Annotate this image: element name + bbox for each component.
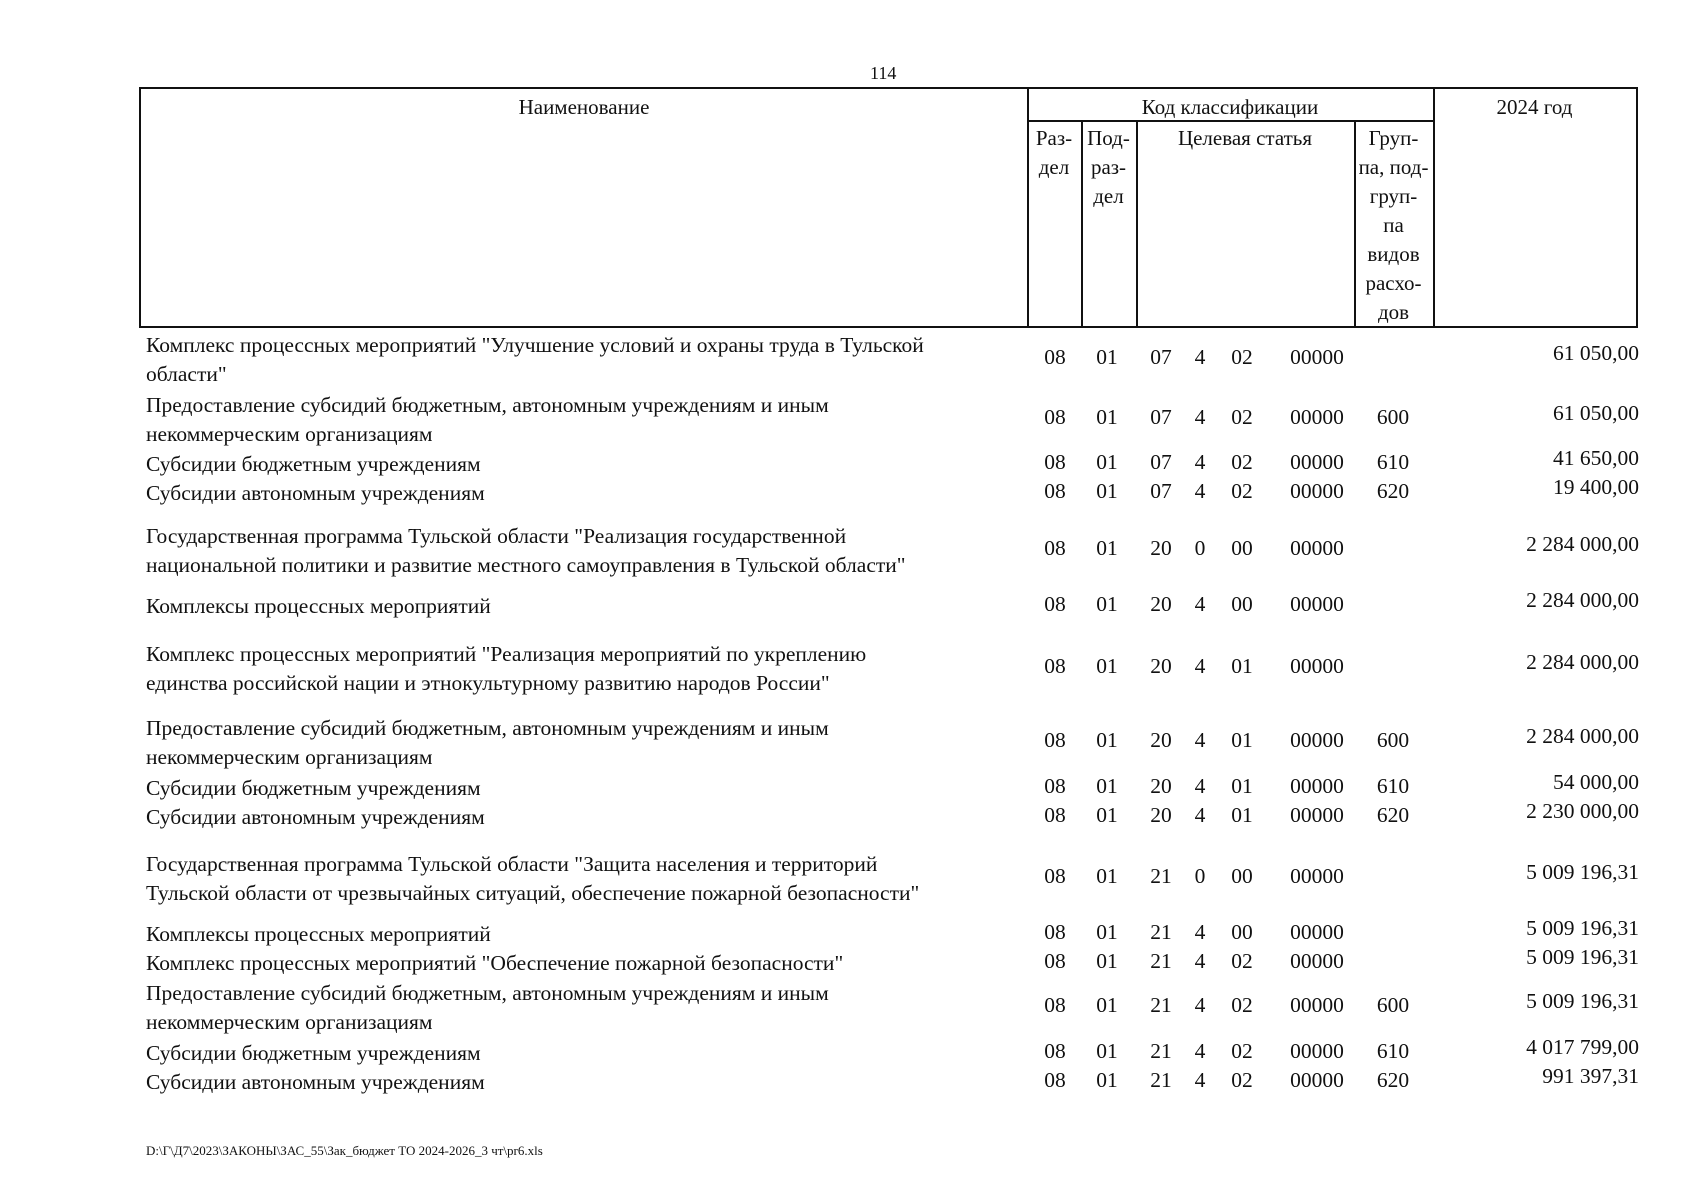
code-podrazdel: 01	[1096, 949, 1118, 973]
row-name-line: Предоставление субсидий бюджетным, автономным учреждениям и иным	[146, 716, 829, 740]
code-t3: 02	[1231, 345, 1253, 369]
code-t1: 20	[1150, 536, 1172, 560]
code-podrazdel: 01	[1096, 803, 1118, 827]
code-group: 620	[1376, 1068, 1410, 1092]
code-t3: 00	[1231, 536, 1253, 560]
row-name-line: Тульской области от чрезвычайных ситуаций, обеспечение пожарной безопасности"	[146, 881, 920, 905]
code-t4: 00000	[1290, 993, 1344, 1017]
code-podrazdel: 01	[1096, 993, 1118, 1017]
row-name-line: некоммерческим организациям	[146, 422, 433, 446]
header-podrazdel-line: дел	[1093, 184, 1124, 208]
row-name-line: Комплексы процессных мероприятий	[146, 922, 491, 946]
code-t1: 07	[1150, 450, 1172, 474]
code-t3: 02	[1231, 450, 1253, 474]
code-t2: 4	[1194, 993, 1206, 1017]
code-t4: 00000	[1290, 479, 1344, 503]
code-t4: 00000	[1290, 536, 1344, 560]
code-t3: 02	[1231, 949, 1253, 973]
row-name	[146, 714, 1026, 772]
header-razdel-line: Раз-	[1035, 126, 1073, 150]
row-name-line: области"	[146, 362, 227, 386]
row-name-line: Субсидии автономным учреждениям	[146, 1070, 485, 1094]
row-name	[146, 592, 1026, 621]
row-name	[146, 450, 1026, 479]
row-name	[146, 1039, 1026, 1068]
code-podrazdel: 01	[1096, 1068, 1118, 1092]
code-t2: 0	[1194, 864, 1206, 888]
header-group-line: видов	[1367, 242, 1420, 266]
code-t4: 00000	[1290, 405, 1344, 429]
code-podrazdel: 01	[1096, 654, 1118, 678]
amount: 2 284 000,00	[1526, 724, 1639, 748]
code-razdel: 08	[1044, 728, 1066, 752]
code-t4: 00000	[1290, 728, 1344, 752]
code-t3: 00	[1231, 592, 1253, 616]
code-razdel: 08	[1044, 536, 1066, 560]
header-target: Целевая статья	[1177, 126, 1313, 150]
code-razdel: 08	[1044, 592, 1066, 616]
code-t4: 00000	[1290, 345, 1344, 369]
code-podrazdel: 01	[1096, 728, 1118, 752]
code-t2: 4	[1194, 479, 1206, 503]
code-t1: 21	[1150, 1039, 1172, 1063]
header-razdel	[1027, 124, 1081, 182]
code-t2: 0	[1194, 536, 1206, 560]
table-row	[0, 799, 1697, 832]
code-podrazdel: 01	[1096, 774, 1118, 798]
code-t1: 20	[1150, 774, 1172, 798]
amount: 2 284 000,00	[1526, 650, 1639, 674]
amount: 61 050,00	[1553, 401, 1639, 425]
row-name-line: Комплексы процессных мероприятий	[146, 594, 491, 618]
code-t1: 21	[1150, 1068, 1172, 1092]
header-year: 2024 год	[1496, 95, 1573, 119]
code-t1: 20	[1150, 592, 1172, 616]
code-t3: 00	[1231, 920, 1253, 944]
amount: 19 400,00	[1553, 475, 1639, 499]
code-t2: 4	[1194, 774, 1206, 798]
code-podrazdel: 01	[1096, 1039, 1118, 1063]
code-t2: 4	[1194, 949, 1206, 973]
row-name-line: Государственная программа Тульской области "Реализация государственной	[146, 524, 847, 548]
code-t4: 00000	[1290, 1039, 1344, 1063]
row-name	[146, 850, 1026, 908]
amount: 5 009 196,31	[1526, 916, 1639, 940]
table-row	[0, 522, 1697, 580]
code-t2: 4	[1194, 728, 1206, 752]
table-header	[139, 87, 1638, 328]
code-t3: 01	[1231, 728, 1253, 752]
code-t1: 21	[1150, 920, 1172, 944]
code-t4: 00000	[1290, 592, 1344, 616]
code-t4: 00000	[1290, 774, 1344, 798]
amount: 5 009 196,31	[1526, 860, 1639, 884]
header-group-line: расхо-	[1365, 271, 1422, 295]
row-name-line: некоммерческим организациям	[146, 1010, 433, 1034]
code-t4: 00000	[1290, 803, 1344, 827]
amount: 2 284 000,00	[1526, 588, 1639, 612]
code-t1: 20	[1150, 803, 1172, 827]
code-t3: 00	[1231, 864, 1253, 888]
code-podrazdel: 01	[1096, 920, 1118, 944]
code-t2: 4	[1194, 1068, 1206, 1092]
code-razdel: 08	[1044, 405, 1066, 429]
code-group: 610	[1376, 1039, 1410, 1063]
code-t1: 20	[1150, 728, 1172, 752]
code-razdel: 08	[1044, 1068, 1066, 1092]
amount: 41 650,00	[1553, 446, 1639, 470]
code-razdel: 08	[1044, 654, 1066, 678]
code-razdel: 08	[1044, 949, 1066, 973]
code-podrazdel: 01	[1096, 536, 1118, 560]
code-podrazdel: 01	[1096, 592, 1118, 616]
code-t1: 07	[1150, 405, 1172, 429]
header-podrazdel-line: раз-	[1090, 155, 1127, 179]
code-t3: 02	[1231, 1068, 1253, 1092]
table-row	[0, 640, 1697, 698]
table-row	[0, 770, 1697, 803]
code-group: 610	[1376, 774, 1410, 798]
code-t4: 00000	[1290, 949, 1344, 973]
code-t1: 21	[1150, 993, 1172, 1017]
header-group-line: Груп-	[1368, 126, 1419, 150]
row-name-line: Субсидии бюджетным учреждениям	[146, 776, 481, 800]
code-t2: 4	[1194, 1039, 1206, 1063]
code-t2: 4	[1194, 450, 1206, 474]
code-t3: 01	[1231, 654, 1253, 678]
code-razdel: 08	[1044, 774, 1066, 798]
amount: 5 009 196,31	[1526, 989, 1639, 1013]
code-podrazdel: 01	[1096, 345, 1118, 369]
header-group-line: груп-	[1369, 184, 1418, 208]
header-podrazdel	[1081, 124, 1136, 211]
table-row	[0, 331, 1697, 389]
amount: 991 397,31	[1542, 1064, 1639, 1088]
header-group-line: дов	[1377, 300, 1410, 324]
row-name-line: некоммерческим организациям	[146, 745, 433, 769]
code-t2: 4	[1194, 405, 1206, 429]
row-name	[146, 979, 1026, 1037]
row-name	[146, 640, 1026, 698]
table-row	[0, 916, 1697, 949]
row-name-line: Государственная программа Тульской области "Защита населения и территорий	[146, 852, 878, 876]
row-name	[146, 920, 1026, 949]
amount: 61 050,00	[1553, 341, 1639, 365]
table-row	[0, 850, 1697, 908]
row-name	[146, 774, 1026, 803]
code-podrazdel: 01	[1096, 864, 1118, 888]
code-razdel: 08	[1044, 993, 1066, 1017]
row-name-line: Субсидии бюджетным учреждениям	[146, 452, 481, 476]
code-podrazdel: 01	[1096, 450, 1118, 474]
row-name	[146, 803, 1026, 832]
row-name-line: Комплекс процессных мероприятий "Реализация мероприятий по укреплению	[146, 642, 867, 666]
row-name-line: Комплекс процессных мероприятий "Обеспечение пожарной безопасности"	[146, 951, 844, 975]
amount: 2 284 000,00	[1526, 532, 1639, 556]
row-name	[146, 391, 1026, 449]
table-row	[0, 1064, 1697, 1097]
code-t3: 02	[1231, 1039, 1253, 1063]
code-group: 600	[1376, 405, 1410, 429]
code-razdel: 08	[1044, 803, 1066, 827]
code-t4: 00000	[1290, 920, 1344, 944]
row-name-line: Комплекс процессных мероприятий "Улучшение условий и охраны труда в Тульской	[146, 333, 924, 357]
table-row	[0, 475, 1697, 508]
header-group	[1354, 124, 1433, 327]
code-t4: 00000	[1290, 450, 1344, 474]
code-group: 620	[1376, 479, 1410, 503]
code-t2: 4	[1194, 654, 1206, 678]
header-group-line: па	[1383, 213, 1404, 237]
amount: 4 017 799,00	[1526, 1035, 1639, 1059]
table-row	[0, 588, 1697, 621]
page-number: 114	[870, 63, 897, 83]
row-name-line: Предоставление субсидий бюджетным, автономным учреждениям и иным	[146, 393, 829, 417]
code-razdel: 08	[1044, 479, 1066, 503]
row-name	[146, 522, 1026, 580]
code-podrazdel: 01	[1096, 479, 1118, 503]
table-row	[0, 1035, 1697, 1068]
code-t4: 00000	[1290, 654, 1344, 678]
row-name	[146, 1068, 1026, 1097]
code-podrazdel: 01	[1096, 405, 1118, 429]
code-t4: 00000	[1290, 864, 1344, 888]
code-razdel: 08	[1044, 920, 1066, 944]
row-name	[146, 949, 1026, 978]
table-row	[0, 979, 1697, 1037]
code-t2: 4	[1194, 592, 1206, 616]
amount: 54 000,00	[1553, 770, 1639, 794]
code-t2: 4	[1194, 345, 1206, 369]
header-group-line: па, под-	[1358, 155, 1429, 179]
header-code: Код классификации	[1141, 95, 1319, 119]
code-t2: 4	[1194, 920, 1206, 944]
table-row	[0, 446, 1697, 479]
code-group: 610	[1376, 450, 1410, 474]
header-name: Наименование	[518, 95, 650, 119]
row-name	[146, 479, 1026, 508]
code-group: 620	[1376, 803, 1410, 827]
row-name-line: Субсидии автономным учреждениям	[146, 481, 485, 505]
code-t2: 4	[1194, 803, 1206, 827]
code-t1: 21	[1150, 949, 1172, 973]
row-name-line: Предоставление субсидий бюджетным, автономным учреждениям и иным	[146, 981, 829, 1005]
table-row	[0, 391, 1697, 449]
amount: 5 009 196,31	[1526, 945, 1639, 969]
row-name-line: Субсидии автономным учреждениям	[146, 805, 485, 829]
code-t1: 07	[1150, 479, 1172, 503]
code-t3: 02	[1231, 479, 1253, 503]
code-razdel: 08	[1044, 345, 1066, 369]
code-t3: 02	[1231, 993, 1253, 1017]
amount: 2 230 000,00	[1526, 799, 1639, 823]
code-t3: 01	[1231, 774, 1253, 798]
header-razdel-line: дел	[1038, 155, 1070, 179]
row-name-line: Субсидии бюджетным учреждениям	[146, 1041, 481, 1065]
code-t3: 02	[1231, 405, 1253, 429]
code-t1: 07	[1150, 345, 1172, 369]
header-podrazdel-line: Под-	[1087, 126, 1130, 150]
code-t3: 01	[1231, 803, 1253, 827]
code-t4: 00000	[1290, 1068, 1344, 1092]
code-t1: 20	[1150, 654, 1172, 678]
code-razdel: 08	[1044, 864, 1066, 888]
table-row	[0, 714, 1697, 772]
row-name-line: единства российской нации и этнокультурному развитию народов России"	[146, 671, 830, 695]
code-group: 600	[1376, 993, 1410, 1017]
code-group: 600	[1376, 728, 1410, 752]
code-razdel: 08	[1044, 450, 1066, 474]
row-name-line: национальной политики и развитие местного самоуправления в Тульской области"	[146, 553, 906, 577]
row-name	[146, 331, 1026, 389]
table-row	[0, 945, 1697, 978]
file-path: D:\Г\Д7\2023\ЗАКОНЫ\ЗАС_55\Зак_бюджет ТО 2024-2026_3 чт\pr6.xls	[146, 1143, 543, 1158]
code-razdel: 08	[1044, 1039, 1066, 1063]
code-t1: 21	[1150, 864, 1172, 888]
divider	[1433, 89, 1435, 326]
